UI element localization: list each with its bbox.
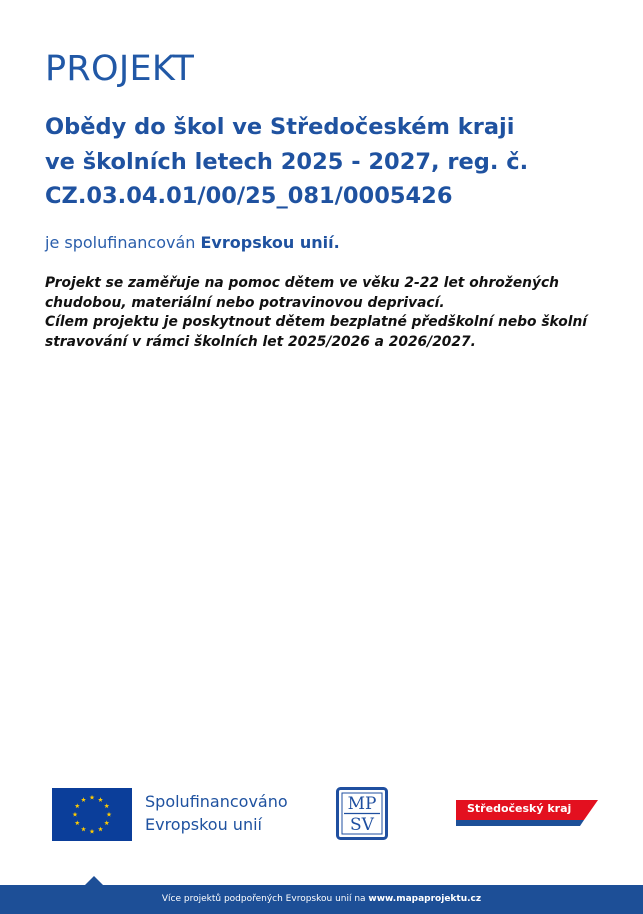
mpsv-top-text: MP [347,794,377,814]
eu-flag-logo [52,788,132,841]
project-description [45,274,625,352]
mpsv-bottom-text: SV [350,815,374,835]
cofinanced-bold: Evropskou unií. [200,233,340,252]
description-line: chudobou, materiální nebo potravinovou deprivací. [45,294,445,311]
title-line: Obědy do škol ve Středočeském kraji [45,114,515,140]
description-line: Cílem projektu je poskytnout dětem bezplatné předškolní nebo školní [45,314,587,330]
eu-text-line: Spolufinancováno [145,792,288,811]
description-line: stravování v rámci školních let 2025/2026 a 2026/2027. [45,333,476,350]
footer-link[interactable]: www.mapaprojektu.cz [368,894,482,904]
footer-text: Více projektů podpořených Evropskou unií na [161,894,369,904]
title-line: CZ.03.04.01/00/25_081/0005426 [45,183,453,209]
title-line: ve školních letech 2025 - 2027, reg. č. [45,148,529,175]
footer-bar [0,885,643,914]
eu-text-line: Evropskou unií [145,815,262,834]
description-line: Projekt se zaměřuje na pomoc dětem ve věku 2-22 let ohrožených [45,275,559,291]
eu-cofinanced-text [145,790,288,836]
cofinanced-statement [45,233,340,252]
page-heading: PROJEKT [45,49,195,89]
cofinanced-prefix: je spolufinancován [45,233,201,252]
kraj-logo-text: Středočeský kraj [467,802,572,815]
mpsv-logo [336,787,388,840]
project-title [45,110,605,214]
footer-notch [85,876,103,885]
